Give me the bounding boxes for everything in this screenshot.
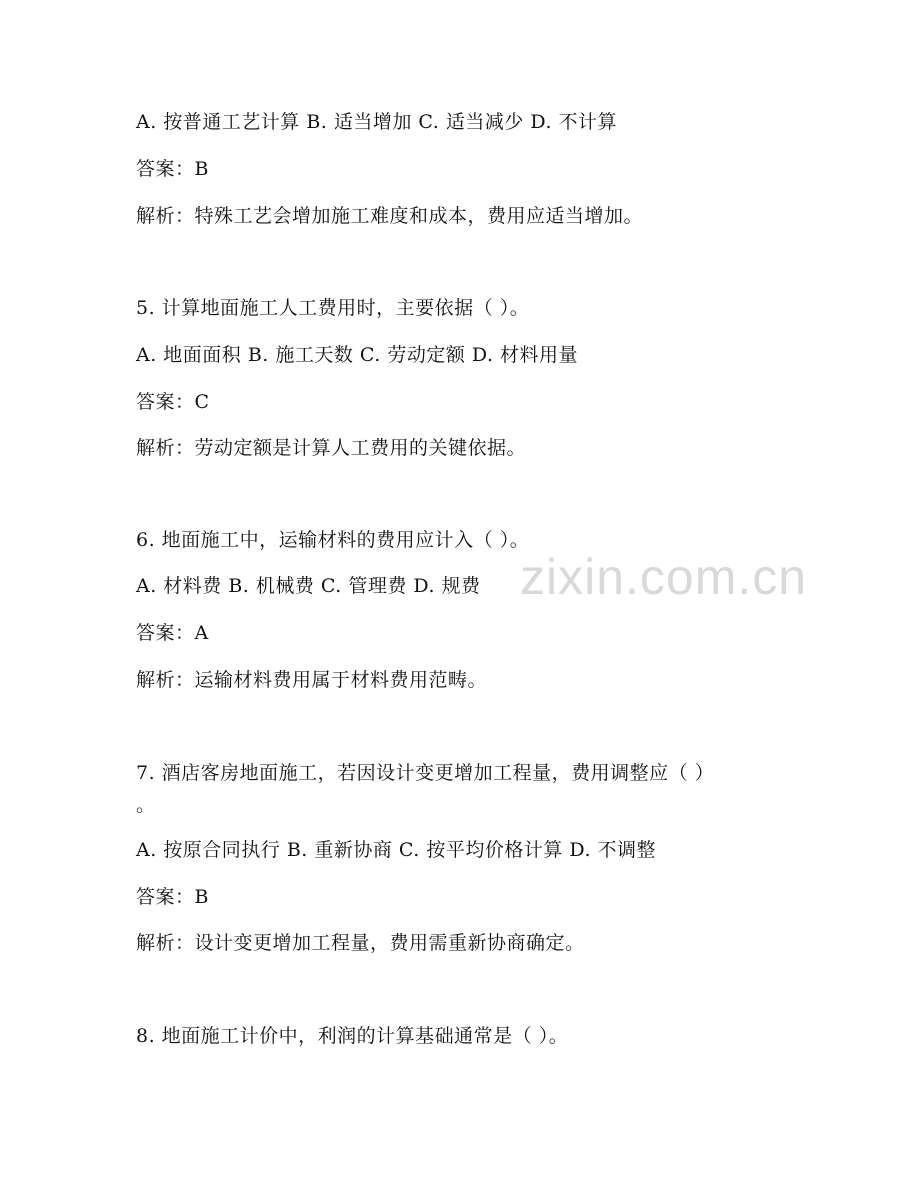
- q7-question-continued: 。: [136, 794, 156, 816]
- q6-explanation: 解析：运输材料费用属于材料费用范畴。: [136, 669, 488, 691]
- q7-explanation: 解析：设计变更增加工程量，费用需重新协商确定。: [136, 932, 585, 954]
- q6-question: 6. 地面施工中，运输材料的费用应计入（ ）。: [136, 529, 530, 551]
- watermark: zixin.com.cn: [520, 549, 808, 605]
- q5-question: 5. 计算地面施工人工费用时，主要依据（ ）。: [136, 297, 530, 319]
- q6-options: A. 材料费 B. 机械费 C. 管理费 D. 规费: [136, 575, 481, 597]
- q4-options: A. 按普通工艺计算 B. 适当增加 C. 适当减少 D. 不计算: [136, 111, 618, 133]
- q5-answer: 答案：C: [136, 391, 210, 413]
- q4-answer: 答案：B: [136, 158, 209, 180]
- q4-explanation: 解析：特殊工艺会增加施工难度和成本，费用应适当增加。: [136, 205, 644, 227]
- q6-answer: 答案：A: [136, 622, 209, 644]
- q5-explanation: 解析：劳动定额是计算人工费用的关键依据。: [136, 437, 527, 459]
- q7-options: A. 按原合同执行 B. 重新协商 C. 按平均价格计算 D. 不调整: [136, 839, 657, 861]
- q7-answer: 答案：B: [136, 886, 209, 908]
- q8-question: 8. 地面施工计价中，利润的计算基础通常是（ ）。: [136, 1025, 569, 1047]
- q7-question: 7. 酒店客房地面施工，若因设计变更增加工程量，费用调整应（ ）: [136, 762, 715, 784]
- q5-options: A. 地面面积 B. 施工天数 C. 劳动定额 D. 材料用量: [136, 344, 579, 366]
